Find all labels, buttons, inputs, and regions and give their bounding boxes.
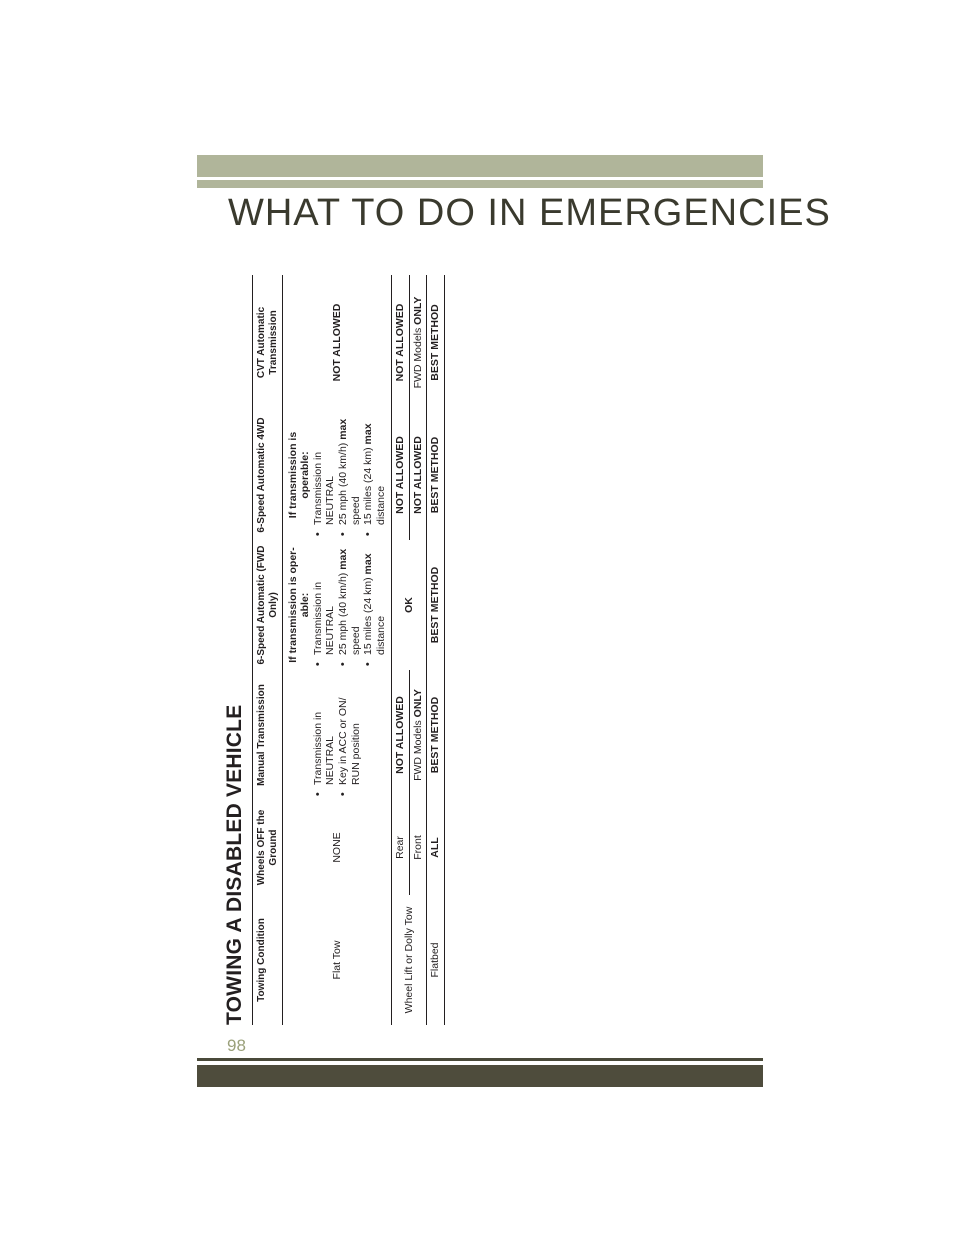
table-row bbox=[392, 275, 410, 1025]
cell-text: FWD Models bbox=[411, 327, 424, 389]
cell-wheels: Front bbox=[409, 800, 427, 895]
item-bold: max bbox=[337, 418, 349, 440]
cell-cvt: NOT ALLOWED bbox=[392, 275, 410, 410]
item-bold: max bbox=[337, 548, 349, 570]
cell-lead: If transmission is oper- able: bbox=[286, 547, 312, 663]
col-header: Manual Transmission bbox=[253, 670, 283, 800]
list-item bbox=[362, 544, 387, 666]
cell-cvt: NOT ALLOWED bbox=[283, 275, 392, 410]
cell-manual: NOT ALLOWED bbox=[392, 670, 410, 800]
cell-bold: ONLY bbox=[411, 296, 424, 325]
cell-4wd: NOT ALLOWED bbox=[392, 410, 410, 540]
page-heading: TOWING A DISABLED VEHICLE bbox=[223, 704, 246, 1025]
cell-manual bbox=[283, 670, 392, 800]
cell-wheels: Rear bbox=[392, 800, 410, 895]
cell-lead: If transmission is operable: bbox=[286, 431, 312, 519]
cell-bold: ONLY bbox=[411, 689, 424, 718]
item-text: distance bbox=[374, 615, 387, 655]
list-item bbox=[362, 414, 387, 536]
item-text: Transmission in NEUTRAL bbox=[311, 451, 337, 525]
cell-4wd: BEST METHOD bbox=[427, 410, 445, 540]
cell-cvt bbox=[409, 275, 427, 410]
cell-condition: Flat Tow bbox=[283, 895, 392, 1025]
section-title: WHAT TO DO IN EMERGENCIES bbox=[228, 192, 831, 234]
cell-4wd: NOT ALLOWED bbox=[409, 410, 427, 540]
list-item bbox=[312, 544, 337, 666]
rotated-content bbox=[223, 275, 468, 1025]
col-header: CVT Automatic Transmission bbox=[253, 275, 283, 410]
cell-text: FWD Models bbox=[411, 720, 424, 781]
cell-condition: Flatbed bbox=[427, 895, 445, 1025]
list-item bbox=[312, 414, 337, 536]
col-header: 6-Speed Automatic 4WD bbox=[253, 410, 283, 540]
cell-4wd bbox=[283, 410, 392, 540]
col-header: Wheels OFF the Ground bbox=[253, 800, 283, 895]
cell-fwd: OK bbox=[392, 540, 427, 670]
cell-fwd bbox=[283, 540, 392, 670]
item-text: 15 miles (24 km) bbox=[362, 577, 375, 655]
cell-manual bbox=[409, 670, 427, 800]
list-item bbox=[337, 544, 362, 666]
page-number: 98 bbox=[227, 1036, 246, 1055]
item-bold: max bbox=[362, 423, 375, 445]
table-row bbox=[427, 275, 445, 1025]
list-item: • Transmission in NEUTRAL bbox=[312, 674, 337, 796]
item-text: 25 mph (40 km/h) bbox=[337, 442, 349, 525]
item-text: Transmission in NEUTRAL bbox=[311, 581, 337, 655]
header-bar bbox=[197, 155, 763, 177]
header-rule bbox=[197, 180, 763, 188]
item-text: 15 miles (24 km) bbox=[362, 447, 375, 525]
footer-bar bbox=[197, 1065, 763, 1087]
list-item bbox=[337, 414, 362, 536]
col-header: Towing Condition bbox=[253, 895, 283, 1025]
cell-fwd: BEST METHOD bbox=[427, 540, 445, 670]
table-header-row bbox=[253, 275, 283, 1025]
towing-table bbox=[252, 275, 445, 1025]
col-header: 6-Speed Automatic (FWD Only) bbox=[253, 540, 283, 670]
item-text: speed bbox=[349, 496, 362, 525]
cell-wheels: ALL bbox=[427, 800, 445, 895]
table-row bbox=[283, 275, 392, 1025]
cell-cvt: BEST METHOD bbox=[427, 275, 445, 410]
item-bold: max bbox=[362, 553, 375, 575]
footer-rule bbox=[197, 1058, 763, 1061]
cell-wheels: NONE bbox=[283, 800, 392, 895]
item-text: distance bbox=[374, 485, 387, 525]
cell-condition: Wheel Lift or Dolly Tow bbox=[392, 895, 427, 1025]
list-item: • Key in ACC or ON/ RUN position bbox=[337, 674, 362, 796]
item-text: speed bbox=[349, 626, 362, 655]
cell-manual: BEST METHOD bbox=[427, 670, 445, 800]
item-text: 25 mph (40 km/h) bbox=[337, 572, 349, 655]
